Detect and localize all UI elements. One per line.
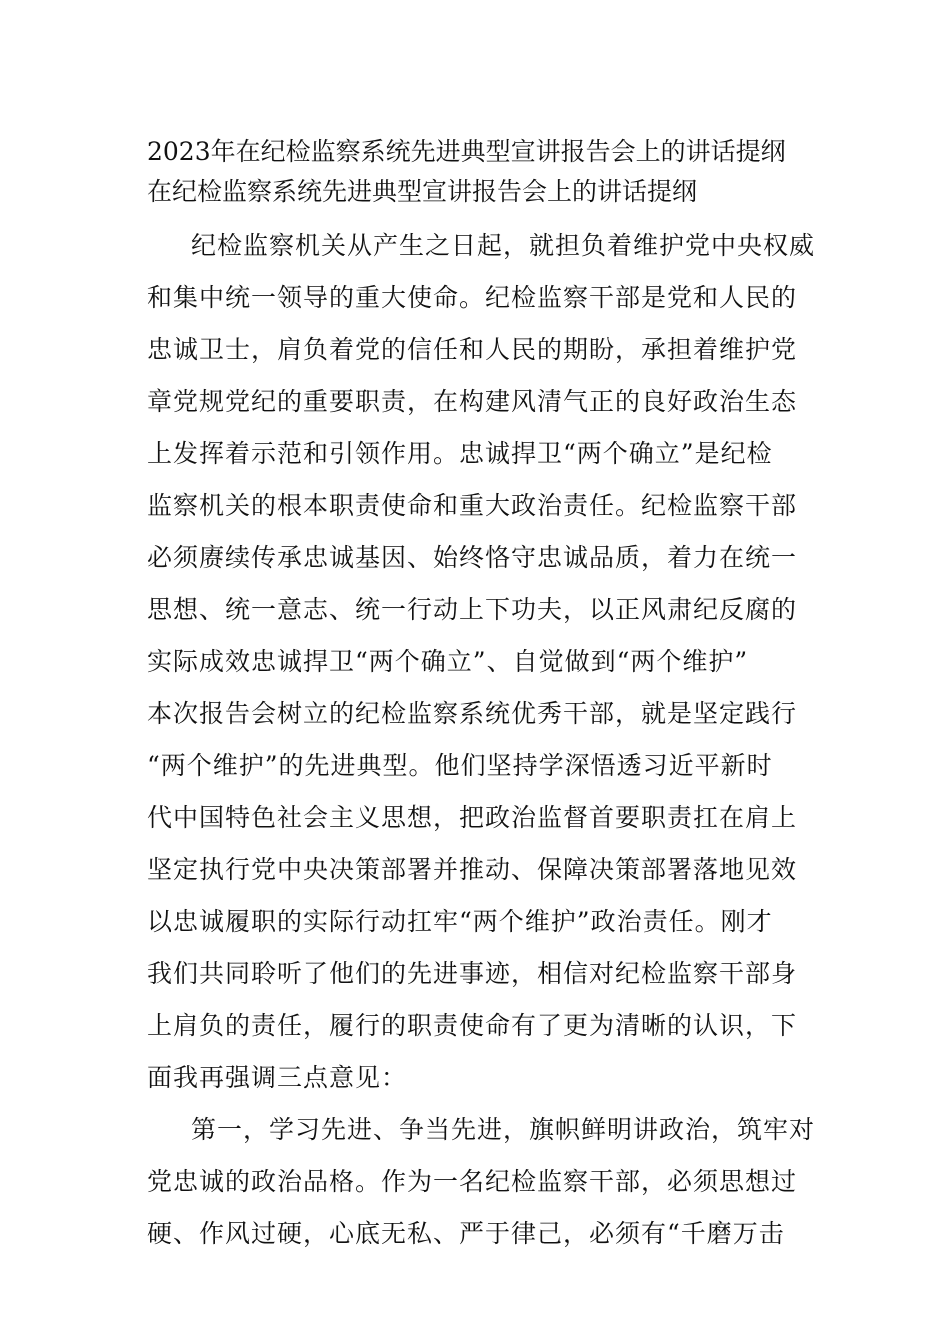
paragraph-line: 忠诚卫士，肩负着党的信任和人民的期盼，承担着维护党 bbox=[147, 335, 798, 364]
paragraph-line: 面我再强调三点意见： bbox=[147, 1063, 408, 1092]
paragraph-line: 上发挥着示范和引领作用。忠诚捍卫“两个确立”是纪检 bbox=[147, 439, 773, 468]
paragraph-line: 以忠诚履职的实际行动扛牢“两个维护”政治责任。刚才 bbox=[147, 907, 773, 936]
paragraph-2 bbox=[147, 1104, 816, 1260]
paragraph-line: 本次报告会树立的纪检监察系统优秀干部，就是坚定践行 bbox=[147, 699, 798, 728]
paragraph-line: 代中国特色社会主义思想，把政治监督首要职责扛在肩上 bbox=[147, 803, 798, 832]
paragraph-line: 纪检监察机关从产生之日起，就担负着维护党中央权威 bbox=[191, 231, 816, 260]
paragraph-line: 我们共同聆听了他们的先进事迹，相信对纪检监察干部身 bbox=[147, 959, 798, 988]
paragraph-line: 监察机关的根本职责使命和重大政治责任。纪检监察干部 bbox=[147, 491, 798, 520]
paragraph-line: 上肩负的责任，履行的职责使命有了更为清晰的认识，下 bbox=[147, 1011, 798, 1040]
paragraph-line: 第一，学习先进、争当先进，旗帜鲜明讲政治，筑牢对 bbox=[191, 1115, 816, 1144]
paragraph-line: 必须赓续传承忠诚基因、始终恪守忠诚品质，着力在统一 bbox=[147, 543, 798, 572]
paragraph-line: 坚定执行党中央决策部署并推动、保障决策部署落地见效 bbox=[147, 855, 798, 884]
document-body bbox=[147, 132, 816, 1260]
paragraph-line: 章党规党纪的重要职责，在构建风清气正的良好政治生态 bbox=[147, 387, 798, 416]
document-subtitle: 在纪检监察系统先进典型宣讲报告会上的讲话提纲 bbox=[147, 177, 698, 206]
paragraph-line: 硬、作风过硬，心底无私、严于律己，必须有“千磨万击 bbox=[147, 1219, 785, 1248]
paragraph-line: 党忠诚的政治品格。作为一名纪检监察干部，必须思想过 bbox=[147, 1167, 798, 1196]
paragraph-line: 思想、统一意志、统一行动上下功夫，以正风肃纪反腐的 bbox=[147, 595, 798, 624]
paragraph-1 bbox=[147, 220, 816, 1104]
paragraph-line: 实际成效忠诚捍卫“两个确立”、自觉做到“两个维护” bbox=[147, 647, 749, 676]
paragraph-line: 和集中统一领导的重大使命。纪检监察干部是党和人民的 bbox=[147, 283, 798, 312]
document-title: 2023年在纪检监察系统先进典型宣讲报告会上的讲话提纲 bbox=[147, 137, 786, 166]
paragraph-line: “两个维护”的先进典型。他们坚持学深悟透习近平新时 bbox=[147, 751, 773, 780]
